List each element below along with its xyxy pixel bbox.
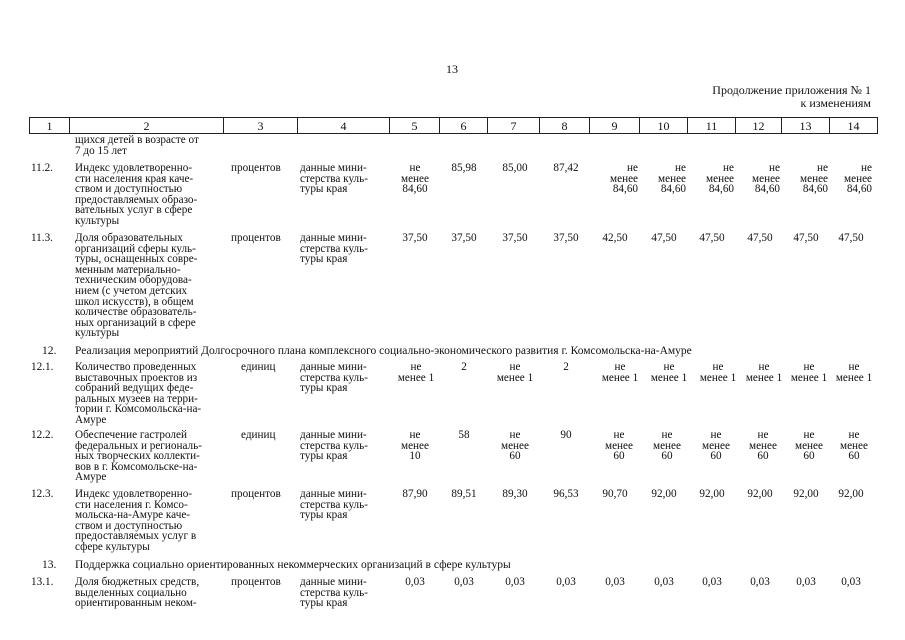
col-header: 12 bbox=[736, 118, 782, 134]
value-cell: не менее 84,60 bbox=[706, 162, 734, 196]
value-cell: не менее 60 bbox=[840, 429, 868, 463]
value-cell: 96,53 bbox=[553, 488, 579, 500]
col-header: 4 bbox=[298, 118, 390, 134]
value-cell: не менее 1 bbox=[650, 361, 688, 384]
value-cell: не менее 84,60 bbox=[401, 162, 429, 196]
value-cell: не менее 10 bbox=[401, 429, 429, 463]
value-cell: не менее 84,60 bbox=[610, 162, 638, 196]
value-cell: 85,98 bbox=[451, 162, 477, 174]
value-cell: 0,03 bbox=[702, 576, 722, 588]
value-cell: не менее 84,60 bbox=[658, 162, 686, 196]
value-cell: 47,50 bbox=[747, 232, 773, 244]
row-unit: процентов bbox=[231, 232, 281, 244]
section-title: Реализация мероприятий Долгосрочного плана комплексного социально-экономического развития г. Комсомольска-на-Амуре bbox=[75, 345, 692, 357]
col-header: 1 bbox=[30, 118, 70, 134]
value-cell: 92,00 bbox=[747, 488, 773, 500]
value-cell: не менее 84,60 bbox=[752, 162, 780, 196]
row-name: Индекс удовлетворенно- сти населения г. Комсо- мольска-на-Амуре каче- ством и доступностью предоставляемых услуг в сфере культуры bbox=[75, 488, 197, 553]
value-cell: 2 bbox=[461, 361, 467, 373]
row-number: 11.3. bbox=[31, 232, 53, 244]
value-cell: не менее 84,60 bbox=[800, 162, 828, 196]
value-cell: не менее 1 bbox=[699, 361, 737, 384]
value-cell: 0,03 bbox=[750, 576, 770, 588]
value-cell: не менее 60 bbox=[605, 429, 633, 463]
value-cell: 0,03 bbox=[556, 576, 576, 588]
row-source: данные мини- стерства куль- туры края bbox=[300, 488, 368, 522]
value-cell: 42,50 bbox=[602, 232, 628, 244]
col-header: 3 bbox=[224, 118, 298, 134]
row-number: 13.1. bbox=[31, 576, 54, 588]
value-cell: 0,03 bbox=[405, 576, 425, 588]
row-name: Индекс удовлетворенно- сти населения края каче- ством и доступностью предоставляемых образо- вательных услуг в сфере культуры bbox=[75, 162, 198, 227]
col-header: 5 bbox=[390, 118, 440, 134]
row-number: 12.2. bbox=[31, 429, 54, 441]
value-cell: 2 bbox=[563, 361, 569, 373]
value-cell: 37,50 bbox=[553, 232, 579, 244]
value-cell: 92,00 bbox=[699, 488, 725, 500]
col-header: 11 bbox=[688, 118, 736, 134]
value-cell: 0,03 bbox=[454, 576, 474, 588]
row-unit: процентов bbox=[231, 576, 281, 588]
row-source: данные мини- стерства куль- туры края bbox=[300, 162, 368, 196]
row-source: данные мини- стерства куль- туры края bbox=[300, 361, 368, 395]
row-unit: единиц bbox=[241, 361, 276, 373]
value-cell: 85,00 bbox=[502, 162, 528, 174]
value-cell: 90,70 bbox=[602, 488, 628, 500]
value-cell: не менее 1 bbox=[835, 361, 873, 384]
col-header: 9 bbox=[590, 118, 640, 134]
value-cell: 89,30 bbox=[502, 488, 528, 500]
col-header: 2 bbox=[70, 118, 224, 134]
value-cell: 0,03 bbox=[605, 576, 625, 588]
value-cell: не менее 1 bbox=[745, 361, 783, 384]
col-header: 13 bbox=[782, 118, 830, 134]
value-cell: 90 bbox=[560, 429, 572, 441]
value-cell: 37,50 bbox=[502, 232, 528, 244]
row-source: данные мини- стерства куль- туры края bbox=[300, 429, 368, 463]
section-number: 13. bbox=[42, 559, 57, 571]
value-cell: 87,42 bbox=[553, 162, 579, 174]
value-cell: не менее 60 bbox=[795, 429, 823, 463]
row-number: 11.2. bbox=[31, 162, 53, 174]
col-header: 8 bbox=[540, 118, 590, 134]
value-cell: 0,03 bbox=[796, 576, 816, 588]
row-unit: процентов bbox=[231, 488, 281, 500]
continuation-note: Продолжение приложения № 1 к изменениям bbox=[712, 83, 871, 110]
column-header-row bbox=[29, 117, 878, 134]
value-cell: 47,50 bbox=[651, 232, 677, 244]
value-cell: не менее 1 bbox=[496, 361, 534, 384]
value-cell: 47,50 bbox=[699, 232, 725, 244]
value-cell: 58 bbox=[458, 429, 470, 441]
value-cell: 92,00 bbox=[651, 488, 677, 500]
row-name: Доля бюджетных средств, выделенных социально ориентированным неком- bbox=[75, 576, 200, 610]
value-cell: 37,50 bbox=[402, 232, 428, 244]
value-cell: 92,00 bbox=[793, 488, 819, 500]
value-cell: не менее 60 bbox=[501, 429, 529, 463]
row-source: данные мини- стерства куль- туры края bbox=[300, 232, 368, 266]
section-number: 12. bbox=[42, 345, 57, 357]
row-source: данные мини- стерства куль- туры края bbox=[300, 576, 368, 610]
row-number: 12.1. bbox=[31, 361, 54, 373]
row-unit: единиц bbox=[241, 429, 276, 441]
value-cell: 0,03 bbox=[841, 576, 861, 588]
col-header: 10 bbox=[640, 118, 688, 134]
row-unit: процентов bbox=[231, 162, 281, 174]
row-name: Количество проведенных выставочных проектов из собраний ведущих феде- ральных музеев на терри- тории г. Комсомольска-на- Амуре bbox=[75, 361, 202, 426]
value-cell: не менее 60 bbox=[653, 429, 681, 463]
value-cell: 92,00 bbox=[838, 488, 864, 500]
row-name: щихся детей в возрасте от 7 до 15 лет bbox=[75, 134, 199, 157]
row-name: Обеспечение гастролей федеральных и региональ- ных творческих коллекти- вов в г. Комсомольске-на- Амуре bbox=[75, 429, 202, 484]
col-header: 6 bbox=[440, 118, 488, 134]
value-cell: не менее 1 bbox=[397, 361, 435, 384]
row-number: 12.3. bbox=[31, 488, 54, 500]
value-cell: не менее 1 bbox=[790, 361, 828, 384]
page-number: 13 bbox=[446, 62, 458, 76]
value-cell: 89,51 bbox=[451, 488, 477, 500]
value-cell: 0,03 bbox=[505, 576, 525, 588]
value-cell: не менее 1 bbox=[601, 361, 639, 384]
col-header: 7 bbox=[488, 118, 540, 134]
value-cell: не менее 60 bbox=[702, 429, 730, 463]
value-cell: 87,90 bbox=[402, 488, 428, 500]
value-cell: 0,03 bbox=[654, 576, 674, 588]
section-title: Поддержка социально ориентированных некоммерческих организаций в сфере культуры bbox=[75, 559, 511, 571]
col-header: 14 bbox=[830, 118, 878, 134]
value-cell: не менее 60 bbox=[749, 429, 777, 463]
value-cell: 47,50 bbox=[838, 232, 864, 244]
value-cell: не менее 84,60 bbox=[844, 162, 872, 196]
value-cell: 37,50 bbox=[451, 232, 477, 244]
value-cell: 47,50 bbox=[793, 232, 819, 244]
row-name: Доля образовательных организаций сферы куль- туры, оснащенных совре- менным материально- техническим оборудова- нием (с учетом детских школ искусств), в общем количестве образователь- ных организаций в сфере культуры bbox=[75, 232, 198, 340]
